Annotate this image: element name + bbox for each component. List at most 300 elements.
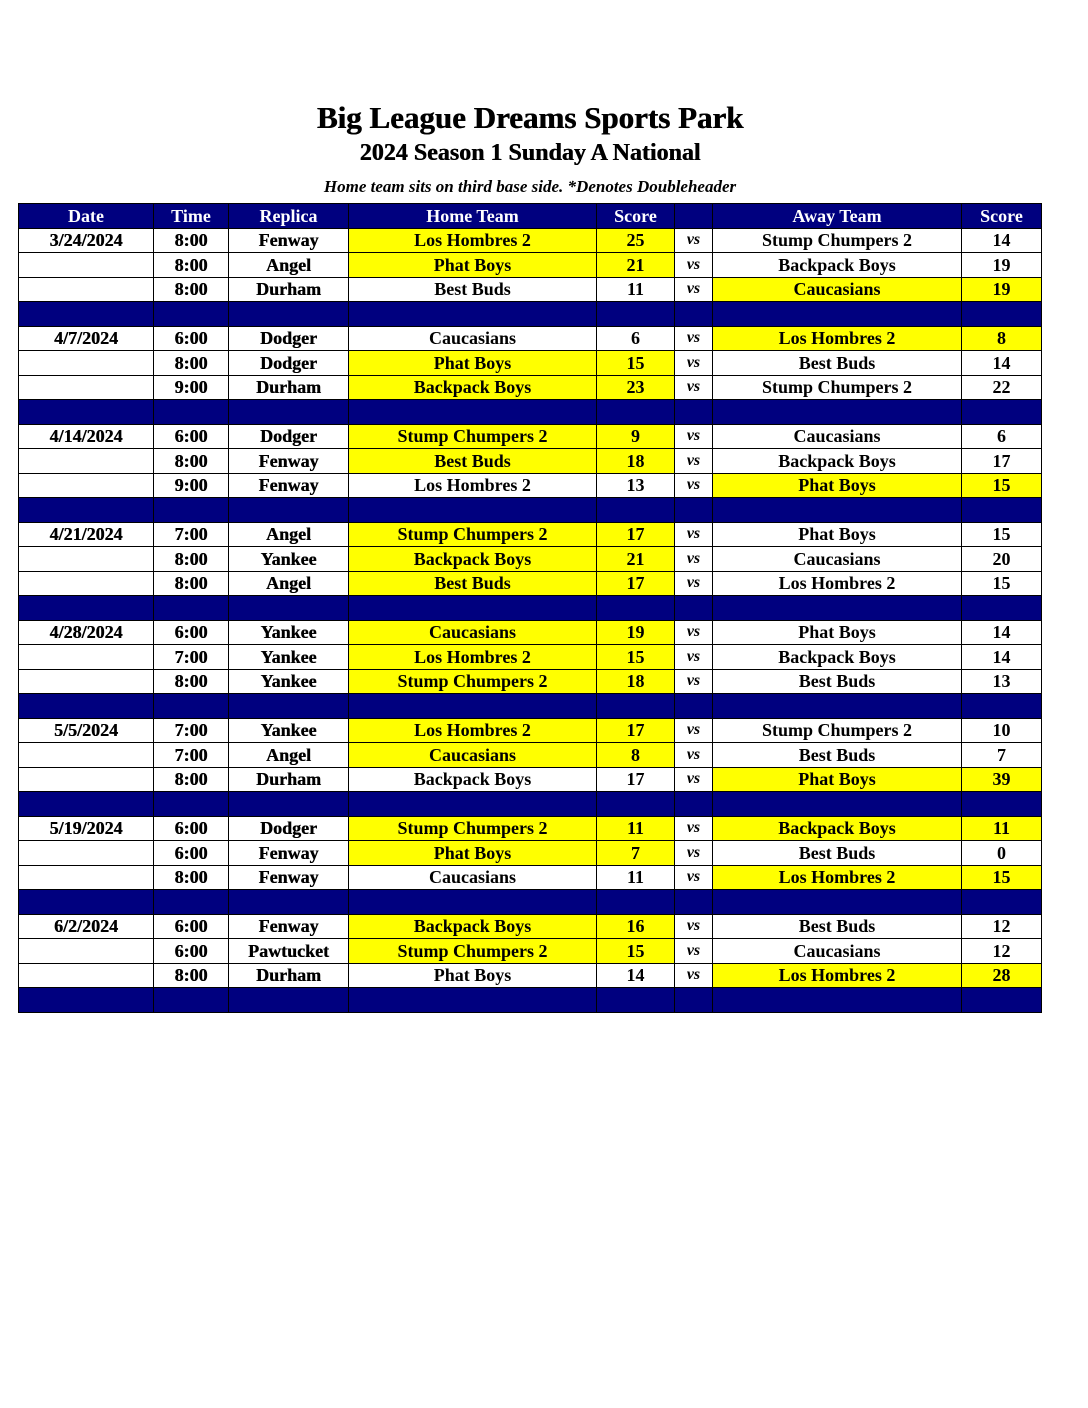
- separator-cell: [19, 890, 154, 915]
- separator-cell: [19, 400, 154, 425]
- away-score: 15: [962, 865, 1042, 890]
- col-header-away-score: Score: [962, 204, 1042, 229]
- vs-label: vs: [675, 571, 713, 596]
- game-time: 9:00: [154, 473, 229, 498]
- away-score: 39: [962, 767, 1042, 792]
- separator-cell: [962, 694, 1042, 719]
- game-time: 7:00: [154, 522, 229, 547]
- separator-cell: [19, 694, 154, 719]
- away-score: 22: [962, 375, 1042, 400]
- game-replica: Fenway: [229, 865, 349, 890]
- away-score: 14: [962, 620, 1042, 645]
- away-team: Los Hombres 2: [713, 865, 962, 890]
- game-time: 8:00: [154, 571, 229, 596]
- game-time: 7:00: [154, 645, 229, 670]
- game-replica: Yankee: [229, 669, 349, 694]
- away-team: Stump Chumpers 2: [713, 718, 962, 743]
- home-score: 16: [597, 914, 675, 939]
- away-team: Stump Chumpers 2: [713, 375, 962, 400]
- away-score: 7: [962, 743, 1042, 768]
- away-team: Best Buds: [713, 914, 962, 939]
- away-score: 19: [962, 277, 1042, 302]
- game-time: 8:00: [154, 277, 229, 302]
- home-score: 18: [597, 449, 675, 474]
- separator-cell: [597, 498, 675, 523]
- separator-cell: [675, 302, 713, 327]
- home-team: Los Hombres 2: [349, 645, 597, 670]
- game-replica: Durham: [229, 277, 349, 302]
- game-time: 6:00: [154, 939, 229, 964]
- away-score: 8: [962, 326, 1042, 351]
- header-row: [19, 204, 1042, 229]
- separator-cell: [154, 792, 229, 817]
- separator-cell: [154, 302, 229, 327]
- game-time: 8:00: [154, 253, 229, 278]
- vs-label: vs: [675, 816, 713, 841]
- away-score: 19: [962, 253, 1042, 278]
- home-score: 17: [597, 718, 675, 743]
- game-date: [19, 277, 154, 302]
- page-title: Big League Dreams Sports Park: [316, 100, 744, 135]
- game-date: [19, 253, 154, 278]
- away-score: 14: [962, 351, 1042, 376]
- game-row: [19, 767, 1042, 792]
- home-team: Caucasians: [349, 326, 597, 351]
- away-team: Los Hombres 2: [713, 963, 962, 988]
- home-team: Stump Chumpers 2: [349, 939, 597, 964]
- vs-label: vs: [675, 841, 713, 866]
- game-time: 6:00: [154, 914, 229, 939]
- home-score: 13: [597, 473, 675, 498]
- game-replica: Angel: [229, 571, 349, 596]
- away-team: Los Hombres 2: [713, 571, 962, 596]
- separator-cell: [675, 792, 713, 817]
- separator-cell: [229, 498, 349, 523]
- separator-cell: [962, 792, 1042, 817]
- vs-label: vs: [675, 228, 713, 253]
- separator-cell: [229, 792, 349, 817]
- game-time: 7:00: [154, 718, 229, 743]
- separator-cell: [19, 792, 154, 817]
- home-team: Stump Chumpers 2: [349, 424, 597, 449]
- col-header-home-team: Home Team: [349, 204, 597, 229]
- game-date: 4/14/2024: [19, 424, 154, 449]
- game-replica: Angel: [229, 253, 349, 278]
- game-replica: Durham: [229, 963, 349, 988]
- home-score: 11: [597, 277, 675, 302]
- separator-cell: [229, 596, 349, 621]
- separator-cell: [597, 988, 675, 1013]
- away-team: Best Buds: [713, 351, 962, 376]
- separator-cell: [962, 596, 1042, 621]
- separator-cell: [962, 400, 1042, 425]
- separator-cell: [19, 498, 154, 523]
- separator-cell: [597, 302, 675, 327]
- home-score: 11: [597, 816, 675, 841]
- separator-cell: [962, 890, 1042, 915]
- home-score: 15: [597, 351, 675, 376]
- game-time: 6:00: [154, 841, 229, 866]
- separator-cell: [713, 498, 962, 523]
- game-date: [19, 939, 154, 964]
- away-score: 13: [962, 669, 1042, 694]
- separator-cell: [154, 596, 229, 621]
- home-score: 15: [597, 645, 675, 670]
- vs-label: vs: [675, 253, 713, 278]
- away-score: 15: [962, 522, 1042, 547]
- separator-cell: [349, 596, 597, 621]
- away-team: Phat Boys: [713, 620, 962, 645]
- home-team: Best Buds: [349, 277, 597, 302]
- game-row: [19, 277, 1042, 302]
- game-row: [19, 326, 1042, 351]
- game-replica: Dodger: [229, 351, 349, 376]
- game-time: 8:00: [154, 449, 229, 474]
- game-date: [19, 449, 154, 474]
- separator-cell: [597, 890, 675, 915]
- home-team: Los Hombres 2: [349, 228, 597, 253]
- col-header-vs: [675, 204, 713, 229]
- away-team: Backpack Boys: [713, 253, 962, 278]
- col-header-date: Date: [19, 204, 154, 229]
- vs-label: vs: [675, 277, 713, 302]
- game-replica: Dodger: [229, 816, 349, 841]
- vs-label: vs: [675, 963, 713, 988]
- week-separator-row: [19, 596, 1042, 621]
- vs-label: vs: [675, 718, 713, 743]
- game-replica: Fenway: [229, 841, 349, 866]
- separator-cell: [597, 792, 675, 817]
- home-team: Stump Chumpers 2: [349, 522, 597, 547]
- separator-cell: [675, 694, 713, 719]
- separator-cell: [962, 302, 1042, 327]
- game-replica: Durham: [229, 767, 349, 792]
- game-date: [19, 767, 154, 792]
- away-score: 15: [962, 473, 1042, 498]
- game-date: 5/5/2024: [19, 718, 154, 743]
- separator-cell: [713, 890, 962, 915]
- away-team: Caucasians: [713, 547, 962, 572]
- game-row: [19, 473, 1042, 498]
- game-replica: Pawtucket: [229, 939, 349, 964]
- home-team: Best Buds: [349, 449, 597, 474]
- game-replica: Durham: [229, 375, 349, 400]
- home-team: Los Hombres 2: [349, 473, 597, 498]
- home-team: Backpack Boys: [349, 914, 597, 939]
- separator-cell: [229, 694, 349, 719]
- game-row: [19, 449, 1042, 474]
- separator-cell: [962, 988, 1042, 1013]
- vs-label: vs: [675, 669, 713, 694]
- separator-cell: [349, 988, 597, 1013]
- game-time: 8:00: [154, 669, 229, 694]
- game-replica: Angel: [229, 522, 349, 547]
- away-score: 11: [962, 816, 1042, 841]
- away-team: Best Buds: [713, 669, 962, 694]
- game-replica: Yankee: [229, 645, 349, 670]
- game-row: [19, 914, 1042, 939]
- game-replica: Yankee: [229, 718, 349, 743]
- game-date: 6/2/2024: [19, 914, 154, 939]
- away-score: 6: [962, 424, 1042, 449]
- away-score: 14: [962, 645, 1042, 670]
- away-team: Caucasians: [713, 424, 962, 449]
- game-date: [19, 473, 154, 498]
- separator-cell: [229, 988, 349, 1013]
- separator-cell: [713, 694, 962, 719]
- schedule-table: [18, 203, 1042, 1013]
- home-score: 21: [597, 253, 675, 278]
- game-replica: Fenway: [229, 228, 349, 253]
- away-team: Backpack Boys: [713, 449, 962, 474]
- game-replica: Angel: [229, 743, 349, 768]
- home-score: 15: [597, 939, 675, 964]
- col-header-away-team: Away Team: [713, 204, 962, 229]
- away-team: Caucasians: [713, 277, 962, 302]
- away-team: Phat Boys: [713, 767, 962, 792]
- vs-label: vs: [675, 743, 713, 768]
- game-date: 4/28/2024: [19, 620, 154, 645]
- week-separator-row: [19, 694, 1042, 719]
- separator-cell: [713, 596, 962, 621]
- game-row: [19, 841, 1042, 866]
- game-date: 4/7/2024: [19, 326, 154, 351]
- vs-label: vs: [675, 914, 713, 939]
- game-row: [19, 963, 1042, 988]
- vs-label: vs: [675, 375, 713, 400]
- home-score: 14: [597, 963, 675, 988]
- game-row: [19, 865, 1042, 890]
- separator-cell: [713, 988, 962, 1013]
- separator-cell: [675, 400, 713, 425]
- schedule-note: Home team sits on third base side. *Denotes Doubleheader: [323, 177, 737, 196]
- home-score: 19: [597, 620, 675, 645]
- game-time: 8:00: [154, 963, 229, 988]
- away-team: Phat Boys: [713, 473, 962, 498]
- game-replica: Dodger: [229, 424, 349, 449]
- game-replica: Yankee: [229, 547, 349, 572]
- week-separator-row: [19, 792, 1042, 817]
- vs-label: vs: [675, 645, 713, 670]
- game-row: [19, 743, 1042, 768]
- separator-cell: [597, 596, 675, 621]
- home-team: Caucasians: [349, 743, 597, 768]
- game-date: [19, 841, 154, 866]
- game-time: 6:00: [154, 326, 229, 351]
- home-team: Backpack Boys: [349, 375, 597, 400]
- away-team: Los Hombres 2: [713, 326, 962, 351]
- separator-cell: [675, 498, 713, 523]
- separator-cell: [349, 792, 597, 817]
- game-replica: Yankee: [229, 620, 349, 645]
- home-score: 23: [597, 375, 675, 400]
- home-score: 8: [597, 743, 675, 768]
- separator-cell: [713, 302, 962, 327]
- game-row: [19, 669, 1042, 694]
- game-date: [19, 571, 154, 596]
- vs-label: vs: [675, 326, 713, 351]
- separator-cell: [154, 988, 229, 1013]
- separator-cell: [675, 988, 713, 1013]
- game-time: 8:00: [154, 547, 229, 572]
- home-team: Phat Boys: [349, 253, 597, 278]
- game-row: [19, 253, 1042, 278]
- separator-cell: [229, 400, 349, 425]
- away-score: 12: [962, 914, 1042, 939]
- game-date: 5/19/2024: [19, 816, 154, 841]
- game-replica: Fenway: [229, 449, 349, 474]
- home-team: Caucasians: [349, 620, 597, 645]
- page-subtitle: 2024 Season 1 Sunday A National: [359, 140, 701, 166]
- game-date: [19, 669, 154, 694]
- home-team: Phat Boys: [349, 963, 597, 988]
- home-team: Phat Boys: [349, 351, 597, 376]
- away-score: 10: [962, 718, 1042, 743]
- game-date: 4/21/2024: [19, 522, 154, 547]
- home-score: 17: [597, 522, 675, 547]
- separator-cell: [19, 302, 154, 327]
- vs-label: vs: [675, 522, 713, 547]
- separator-cell: [713, 792, 962, 817]
- week-separator-row: [19, 890, 1042, 915]
- vs-label: vs: [675, 473, 713, 498]
- away-team: Backpack Boys: [713, 816, 962, 841]
- game-replica: Dodger: [229, 326, 349, 351]
- separator-cell: [19, 596, 154, 621]
- separator-cell: [349, 694, 597, 719]
- game-time: 9:00: [154, 375, 229, 400]
- separator-cell: [349, 400, 597, 425]
- away-score: 20: [962, 547, 1042, 572]
- separator-cell: [154, 890, 229, 915]
- home-team: Caucasians: [349, 865, 597, 890]
- away-score: 14: [962, 228, 1042, 253]
- away-score: 15: [962, 571, 1042, 596]
- game-time: 6:00: [154, 620, 229, 645]
- week-separator-row: [19, 988, 1042, 1013]
- separator-cell: [154, 498, 229, 523]
- col-header-time: Time: [154, 204, 229, 229]
- vs-label: vs: [675, 424, 713, 449]
- home-team: Stump Chumpers 2: [349, 816, 597, 841]
- game-date: [19, 547, 154, 572]
- separator-cell: [675, 596, 713, 621]
- game-row: [19, 939, 1042, 964]
- away-score: 0: [962, 841, 1042, 866]
- home-score: 6: [597, 326, 675, 351]
- game-date: [19, 865, 154, 890]
- game-row: [19, 620, 1042, 645]
- home-team: Best Buds: [349, 571, 597, 596]
- home-score: 9: [597, 424, 675, 449]
- game-time: 8:00: [154, 351, 229, 376]
- week-separator-row: [19, 302, 1042, 327]
- away-team: Best Buds: [713, 743, 962, 768]
- separator-cell: [229, 890, 349, 915]
- away-team: Backpack Boys: [713, 645, 962, 670]
- game-time: 7:00: [154, 743, 229, 768]
- home-team: Phat Boys: [349, 841, 597, 866]
- separator-cell: [675, 890, 713, 915]
- week-separator-row: [19, 400, 1042, 425]
- home-team: Stump Chumpers 2: [349, 669, 597, 694]
- game-date: [19, 375, 154, 400]
- separator-cell: [229, 302, 349, 327]
- game-date: [19, 743, 154, 768]
- home-score: 18: [597, 669, 675, 694]
- vs-label: vs: [675, 865, 713, 890]
- game-replica: Fenway: [229, 473, 349, 498]
- vs-label: vs: [675, 620, 713, 645]
- vs-label: vs: [675, 547, 713, 572]
- separator-cell: [713, 400, 962, 425]
- col-header-home-score: Score: [597, 204, 675, 229]
- away-team: Phat Boys: [713, 522, 962, 547]
- game-row: [19, 645, 1042, 670]
- game-row: [19, 228, 1042, 253]
- separator-cell: [154, 694, 229, 719]
- week-separator-row: [19, 498, 1042, 523]
- home-team: Backpack Boys: [349, 547, 597, 572]
- home-team: Los Hombres 2: [349, 718, 597, 743]
- separator-cell: [154, 400, 229, 425]
- game-row: [19, 816, 1042, 841]
- game-row: [19, 351, 1042, 376]
- home-score: 17: [597, 571, 675, 596]
- game-date: [19, 963, 154, 988]
- separator-cell: [962, 498, 1042, 523]
- game-time: 6:00: [154, 816, 229, 841]
- game-row: [19, 375, 1042, 400]
- col-header-replica: Replica: [229, 204, 349, 229]
- game-row: [19, 424, 1042, 449]
- game-time: 8:00: [154, 228, 229, 253]
- separator-cell: [349, 498, 597, 523]
- game-row: [19, 547, 1042, 572]
- away-score: 12: [962, 939, 1042, 964]
- game-date: [19, 351, 154, 376]
- game-time: 6:00: [154, 424, 229, 449]
- home-team: Backpack Boys: [349, 767, 597, 792]
- game-time: 8:00: [154, 767, 229, 792]
- home-score: 17: [597, 767, 675, 792]
- vs-label: vs: [675, 449, 713, 474]
- vs-label: vs: [675, 939, 713, 964]
- home-score: 11: [597, 865, 675, 890]
- separator-cell: [349, 302, 597, 327]
- game-row: [19, 522, 1042, 547]
- home-score: 21: [597, 547, 675, 572]
- separator-cell: [349, 890, 597, 915]
- vs-label: vs: [675, 767, 713, 792]
- game-row: [19, 571, 1042, 596]
- schedule-body: [19, 228, 1042, 1012]
- separator-cell: [597, 694, 675, 719]
- game-replica: Fenway: [229, 914, 349, 939]
- game-date: 3/24/2024: [19, 228, 154, 253]
- separator-cell: [597, 400, 675, 425]
- home-score: 25: [597, 228, 675, 253]
- game-row: [19, 718, 1042, 743]
- vs-label: vs: [675, 351, 713, 376]
- separator-cell: [19, 988, 154, 1013]
- game-date: [19, 645, 154, 670]
- home-score: 7: [597, 841, 675, 866]
- away-team: Best Buds: [713, 841, 962, 866]
- away-score: 17: [962, 449, 1042, 474]
- away-score: 28: [962, 963, 1042, 988]
- away-team: Stump Chumpers 2: [713, 228, 962, 253]
